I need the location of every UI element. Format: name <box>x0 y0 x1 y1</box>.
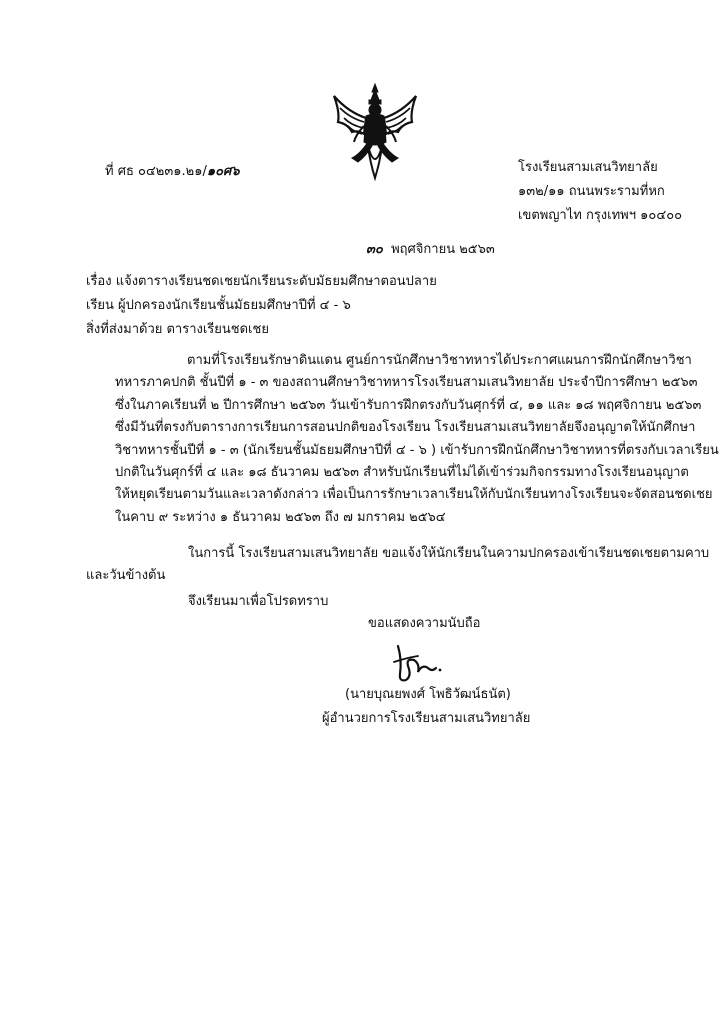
paragraph-line: ในคาบ ๙ ระหว่าง ๑ ธันวาคม ๒๕๖๓ ถึง ๗ มกราคม ๒๕๖๔ <box>115 509 446 525</box>
paragraph-line: วิชาทหารชั้นปีที่ ๑ - ๓ (นักเรียนชั้นมัธยมศึกษาปีที่ ๔ - ๖ ) เข้ารับการฝึกนักศึกษาวิชาทหารที่ตรงกับเวลาเรียน <box>115 442 719 458</box>
regards: ขอแสดงความนับถือ <box>368 616 481 631</box>
date-day: ๓๐ <box>366 242 383 257</box>
signer-name: (นายบุณยพงศ์ โพธิวัฒน์ธนัต) <box>345 687 511 702</box>
school-address-line-1: โรงเรียนสามเสนวิทยาลัย <box>518 160 658 175</box>
body-paragraph-1 <box>115 350 719 529</box>
paragraph-line: ปกติในวันศุกร์ที่ ๔ และ ๑๘ ธันวาคม ๒๕๖๓ สำหรับนักเรียนที่ไม่ได้เข้าร่วมกิจกรรมทางโรงเรียนอนุญาต <box>115 465 689 481</box>
paragraph-line: และวันข้างต้น <box>86 568 166 584</box>
paragraph-line: ซึ่งมีวันที่ตรงกับตารางการเรียนการสอนปกติของโรงเรียน โรงเรียนสามเสนวิทยาลัยจึงอนุญาตให้นักศึกษา <box>115 420 696 436</box>
date-month-year: พฤศจิกายน ๒๕๖๓ <box>391 242 495 257</box>
school-address-line-2: ๑๓๒/๑๑ ถนนพระรามที่หก <box>518 184 665 199</box>
reference-prefix: ที่ ศธ ๐๔๒๓๑.๒๑/ <box>105 164 207 179</box>
signer-title: ผู้อำนวยการโรงเรียนสามเสนวิทยาลัย <box>322 711 531 726</box>
paragraph-line: ในการนี้ โรงเรียนสามเสนวิทยาลัย ขอแจ้งให้นักเรียนในความปกครองเข้าเรียนชดเชยตามคาบ <box>188 546 710 561</box>
school-address-line-3: เขตพญาไท กรุงเทพฯ ๑๐๔๐๐ <box>518 208 683 223</box>
paragraph-line: ซึ่งในภาคเรียนที่ ๒ ปีการศึกษา ๒๕๖๓ วันเข้ารับการฝึกตรงกับวันศุกร์ที่ ๔, ๑๑ และ ๑๘ พฤศจิกายน ๒๕๖๓ <box>115 397 702 413</box>
handwritten-signature <box>388 640 448 686</box>
paragraph-line: ทหารภาคปกติ ชั้นปีที่ ๑ - ๓ ของสถานศึกษาวิชาทหารโรงเรียนสามเสนวิทยาลัย ประจำปีการศึกษา ๒๕๖๓ <box>115 375 698 391</box>
body-paragraph-2 <box>86 543 710 588</box>
letter-recipient: เรียน ผู้ปกครองนักเรียนชั้นมัธยมศึกษาปีที่ ๔ - ๖ <box>86 298 351 313</box>
paragraph-line: ให้หยุดเรียนตามวันและเวลาดังกล่าว เพื่อเป็นการรักษาเวลาเรียนให้กับนักเรียนทางโรงเรียนจะจัดสอนชดเชย <box>115 487 713 503</box>
letter-subject: เรื่อง แจ้งตารางเรียนชดเชยนักเรียนระดับมัธยมศึกษาตอนปลาย <box>86 274 437 289</box>
closing-line: จึงเรียนมาเพื่อโปรดทราบ <box>188 594 329 609</box>
reference-handwritten-number: ๑๐ศ๖ <box>206 164 240 179</box>
letter-enclosure: สิ่งที่ส่งมาด้วย ตารางเรียนชดเชย <box>86 322 269 337</box>
paragraph-line: ตามที่โรงเรียนรักษาดินแดน ศูนย์การนักศึกษาวิชาทหารได้ประกาศแผนการฝึกนักศึกษาวิชา <box>187 353 692 368</box>
letter-date <box>366 238 495 259</box>
garuda-emblem-icon <box>330 82 420 182</box>
reference-number <box>105 160 240 181</box>
